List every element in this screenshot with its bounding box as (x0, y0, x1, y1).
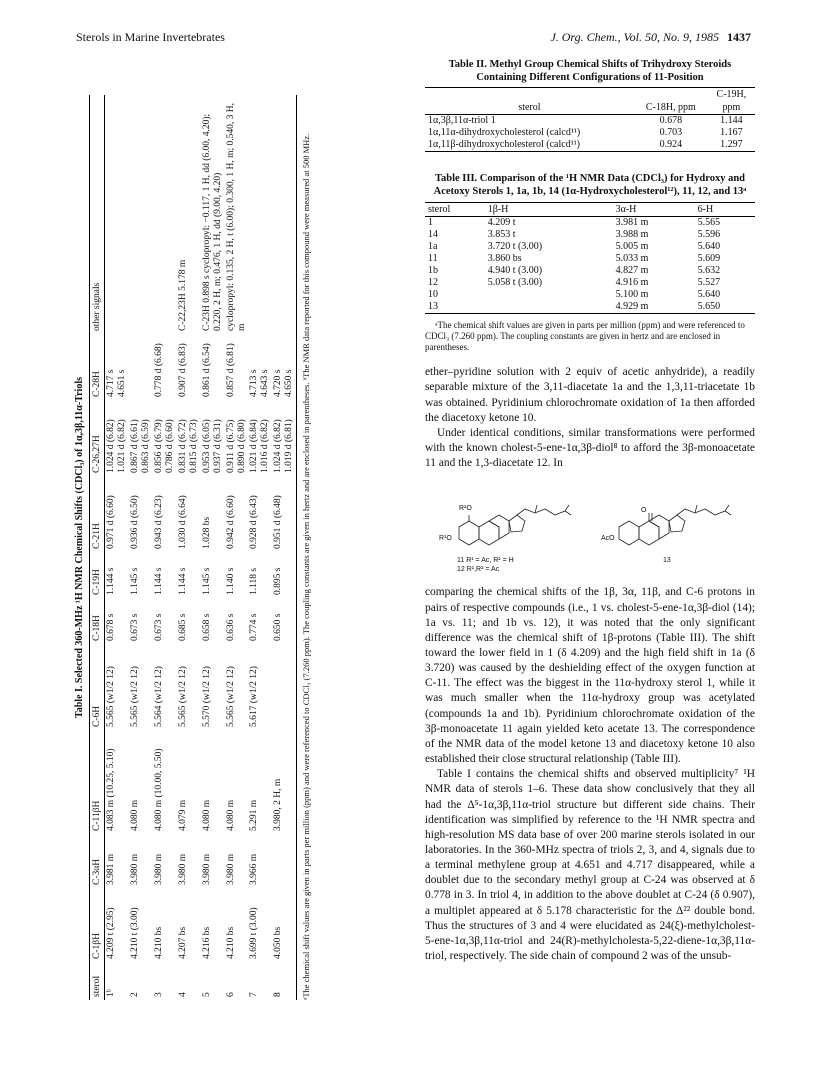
table1-cell-c3: 3.980 m (154, 853, 165, 885)
right-column (425, 58, 755, 964)
table1-cell-c6: 5.565 (w1/2 12) (106, 666, 117, 727)
chemical-structures (425, 485, 755, 577)
table1-cell-sterol: 7 (249, 992, 260, 997)
table1-col-header: C-28H (89, 334, 105, 400)
table1-cell-sterol: 1ᵇ (106, 989, 117, 997)
table1-col-header: C-21H (89, 476, 105, 552)
table2-cell-c19: 1.297 (708, 139, 755, 152)
table3-cell-sterol: 11 (428, 252, 438, 264)
table1-cell-other: C-23H 0.898 s cyclopropyl: −0.117, 1 H, dd (6.00, 4.20); 0.220, 2 H, m; 0.476, 1 H, dd (9.00, 4.20) (201, 113, 223, 331)
table1-cell-c28 (248, 334, 272, 400)
paragraph: Under identical conditions, similar transformations were performed with the known cholest-5-ene-1α,3β-diol⁸ to afford the 3β-monoacetate 11 and the 1,3-diacetate 12. In (425, 426, 755, 470)
table3-cell-h6: 5.609 (697, 252, 721, 264)
table3-cell-h1: 3.720 t (3.00) (487, 240, 543, 252)
table1-cell-c19: 1.145 s (130, 567, 141, 595)
table1 (89, 95, 298, 1000)
table3-row (425, 265, 755, 277)
table1-row (225, 95, 249, 1000)
structure-label-ketone-o: O (641, 507, 647, 515)
table2-cell-c19: 1.144 (720, 115, 743, 127)
table1-cell-c11: 4.080 m (225, 799, 236, 831)
table3-cell-h6: 5.527 (697, 276, 721, 288)
table1-cell-other (105, 95, 129, 334)
table1-cell-other (248, 95, 272, 334)
table1-cell-c2627 (177, 400, 201, 476)
table3-cell-h3: 4.916 m (615, 276, 649, 288)
table2-row (425, 139, 755, 152)
table1-cell-sterol: 5 (201, 992, 212, 997)
table3-col-header: 1β-H (485, 202, 613, 216)
table2-cell-sterol: 1α,11α-dihydroxycholesterol (calcd¹¹) (428, 127, 581, 139)
running-header: Sterols in Marine Invertebrates (76, 30, 225, 44)
table3-cell-h6: 5.596 (697, 228, 721, 240)
table1-cell-line: 0.937 d (6.31) (212, 419, 223, 473)
table1-body (105, 95, 297, 1000)
table1-cell-c19: 0.895 s (272, 552, 296, 598)
table1-cell-c19: 1.144 s (106, 567, 117, 595)
table1-cell-c11: 4.083 m (10.25, 5.10) (106, 748, 117, 831)
table3-cell-h1: 3.860 bs (487, 252, 522, 264)
table3-cell-h6: 5.632 (697, 264, 721, 276)
table3-body (425, 216, 755, 313)
table2-col-c18: C-18H, ppm (634, 101, 708, 115)
table1-cell-line: 0.907 d (6.83) (177, 343, 188, 397)
table3-cell-h6: 5.650 (695, 301, 755, 314)
table1-cell-sterol: 2 (130, 992, 141, 997)
table1-cell-c21: 0.936 d (6.50) (130, 495, 141, 549)
table1-cell-c6 (272, 644, 296, 730)
table1-cell-c28 (272, 334, 296, 400)
table1-cell-c6: 5.570 (w1/2 12) (201, 666, 212, 727)
table1-cell-c18: 0.673 s (154, 613, 165, 641)
table1-cell-c21: 0.971 d (6.60) (106, 495, 117, 549)
body-text-upper (425, 365, 755, 471)
table3-cell-h6: 5.640 (697, 288, 721, 300)
table1-col-header: C-18H (89, 598, 105, 644)
table3-cell-sterol: 10 (428, 288, 438, 300)
table3-footnote: ᵃThe chemical shift values are given in parts per million (ppm) and were referenced to CDCl₃ (7.260 ppm). The coupling constants are given in hertz and are enclosed in parentheses. (425, 319, 745, 352)
paragraph: Table I contains the chemical shifts and observed multiplicity⁷ ¹H NMR data of sterols 1–6. These data show conclusively that they all had the Δ⁵-1α,3β,11α-triol structure but different side chains. Their identification was simplified by reference to the ¹H NMR spectra and high-resolution MS data base of over 200 marine sterols isolated in our laboratories. In the 360-MHz spectra of triols 2, 3, and 4, signals due to a terminal methylene group at 4.651 and 4.717 disappeared, while a doublet due to the secondary methyl group at C-24 was observed at δ 0.778 in 3. In triol 4, in addition to the above doublet at C-24 (δ 0.907), a multiplet appeared at δ 5.178 characteristic for the Δ²² double bond. Thus the structures of 3 and 4 were elucidated as 24(ξ)-methylcholest-5-ene-1α,3β,11α-triol and 24(R)-methylcholesta-5,22-diene-1α,3β,11α-triol, respectively. The side chain of compound 2 was of the unsub- (425, 768, 755, 963)
table1-cell-c28 (105, 334, 129, 400)
table3-col-header: 3α-H (613, 202, 695, 216)
table1-cell-line: 4.651 s (117, 369, 128, 397)
table1-cell-c2627 (272, 400, 296, 476)
table1-row (201, 95, 225, 1000)
paragraph: ether–pyridine solution with 2 equiv of acetic anhydride), a readily separable mixture of the 3,11-diacetate 1a and the 1,3,11-triacetate 1b was obtained. Pyridinium chlorochromate oxidation of 1a then afforded the diacetoxy ketone 10. (425, 366, 755, 424)
table1-cell-sterol: 4 (177, 992, 188, 997)
table3-cell-sterol: 13 (425, 301, 485, 314)
table1-cell-c3: 3.980 m (225, 853, 236, 885)
table3-cell-h1: 4.940 t (3.00) (487, 264, 543, 276)
table1-cell-c2627 (248, 400, 272, 476)
table1-cell-c3 (272, 834, 296, 888)
table1-cell-line: 4.643 s (260, 369, 271, 397)
page-number: 1437 (727, 30, 751, 44)
table2-col-c19-bottom: ppm (708, 101, 755, 115)
table3-cell-h3: 4.827 m (615, 264, 649, 276)
table3-row (425, 301, 755, 314)
table3-cell-h6: 5.565 (697, 216, 721, 228)
table1-cell-c11: 4.080 m (130, 799, 141, 831)
table1-cell-c6: 5.565 (w1/2 12) (225, 666, 236, 727)
table1-cell-c6: 5.565 (w1/2 12) (177, 666, 188, 727)
table1-cell-c2627 (153, 400, 177, 476)
table1-cell-line: 0.786 d (6.60) (165, 419, 176, 473)
table1-cell-c6: 5.617 (w1/2 12) (249, 666, 260, 727)
table2-cell-c18: 0.678 (659, 115, 683, 127)
table1-cell-c1: 4.210 bs (225, 926, 236, 959)
table1-cell-c11: 4.080 m (10.00, 5.50) (154, 748, 165, 831)
table1-cell-line: 0.831 d (6.72) (177, 419, 188, 473)
table1-cell-line: 4.650 s (284, 369, 295, 397)
table1-cell-c28 (153, 334, 177, 400)
table1-cell-c19: 1.145 s (201, 567, 212, 595)
table1-row (272, 95, 296, 1000)
table1-row (248, 95, 272, 1000)
table1-cell-c6: 5.564 (w1/2 12) (154, 666, 165, 727)
table1-cell-c2627 (105, 400, 129, 476)
table3-cell-h1 (485, 301, 613, 314)
table3-cell-sterol: 1b (428, 264, 438, 276)
table1-col-header: other signals (89, 95, 105, 334)
table1-cell-line: 1.024 d (6.82) (106, 419, 117, 473)
table1-cell-c3: 3.980 m (130, 853, 141, 885)
table1-cell-line: 1.021 d (6.84) (249, 419, 260, 473)
table1-cell-line: 1.019 d (6.81) (284, 419, 295, 473)
table2 (425, 87, 755, 152)
table1-cell-c1: 4.210 t (3.00) (130, 907, 141, 959)
table1-cell-c2627 (225, 400, 249, 476)
table1-cell-c3: 3.981 m (106, 853, 117, 885)
table3-col-header: sterol (425, 202, 485, 216)
table1-cell-c11: 3.980, 2 H, m (272, 730, 296, 834)
structure-label-r1o: R¹O (439, 535, 452, 543)
table3-col-header: 6-H (695, 202, 755, 216)
table1-col-header: C-3αH (89, 834, 105, 888)
table1-cell-line: 0.861 d (6.54) (201, 343, 212, 397)
table1-cell-sterol: 3 (154, 992, 165, 997)
table2-cell-sterol: 1α,11β-dihydroxycholesterol (calcd¹¹) (425, 139, 634, 152)
table1-cell-c18: 0.678 s (106, 613, 117, 641)
table1-cell-sterol: 8 (272, 962, 296, 1000)
table1-cell-c11: 4.079 m (177, 799, 188, 831)
table1-cell-other (153, 95, 177, 334)
steroid-structure-drawings (445, 485, 745, 555)
table1-cell-other (272, 95, 296, 334)
table1-cell-c19: 1.144 s (154, 567, 165, 595)
table3-cell-h3: 5.005 m (615, 240, 649, 252)
table2-col-c19-top: C-19H, (708, 88, 755, 102)
table3-cell-h1 (485, 289, 613, 301)
table3-caption: Table III. Comparison of the ¹H NMR Data (CDCl₃) for Hydroxy and Acetoxy Sterols 1, 1a, 1b, 14 (1α-Hydroxycholesterol¹²), 11, 12, and 13ᵃ (433, 173, 747, 198)
table1-cell-c19: 1.140 s (225, 567, 236, 595)
table1-cell-line: 0.911 d (6.75) (225, 419, 236, 473)
table1-cell-line: 0.863 d (6.59) (141, 419, 152, 473)
table1-col-header: C-11βH (89, 730, 105, 834)
table3-cell-sterol: 12 (428, 276, 438, 288)
table1-cell-line: 4.713 s (249, 369, 260, 397)
table1-row (153, 95, 177, 1000)
table2-row (425, 115, 755, 128)
table1-row (177, 95, 201, 1000)
table1-cell-line: 0.890 d (6.80) (236, 419, 247, 473)
table1-cell-sterol: 6 (225, 992, 236, 997)
table1-cell-c1: 4.216 bs (201, 926, 212, 959)
table1-cell-c2627 (129, 400, 153, 476)
table1-cell-c18: 0.673 s (130, 613, 141, 641)
table1-cell-c18: 0.774 s (249, 613, 260, 641)
table2-header-row1 (425, 88, 755, 102)
table1-row (129, 95, 153, 1000)
table3-row (425, 229, 755, 241)
table1-col-header: C-1βH (89, 888, 105, 962)
table1-cell-c28 (225, 334, 249, 400)
table1-cell-c28 (201, 334, 225, 400)
table1-cell-line: 0.857 d (6.81) (225, 343, 236, 397)
table1-header-row (89, 95, 105, 1000)
table2-cell-c18: 0.703 (659, 127, 683, 139)
table2-caption: Table II. Methyl Group Chemical Shifts of Trihydroxy Steroids Containing Different Configurations of 11-Position (448, 59, 732, 84)
table1-cell-c19: 1.118 s (249, 567, 260, 595)
table1-cell-c3: 3.980 m (201, 853, 212, 885)
table1-cell-line: 4.717 s (106, 369, 117, 397)
table1-cell-c21: 0.942 d (6.60) (225, 495, 236, 549)
table1-cell-c18: 0.636 s (225, 613, 236, 641)
table1-cell-c18: 0.658 s (201, 613, 212, 641)
table1-caption: Table I. Selected 360-MHz ¹H NMR Chemical Shifts (CDCl₃) of 1α,3β,11α-Triols (74, 377, 85, 719)
table1-cell-line: 1.024 d (6.82) (273, 419, 284, 473)
table1-footnote: ᵃThe chemical shift values are given in parts per million (ppm) and were referenced to CDCl₃ (7.260 ppm). The coupling constants are given in hertz and are enclosed in parentheses. ᵇThe NMR data reported for this compound were measured at 500 MHz. (301, 133, 312, 1000)
table1-col-header: sterol (89, 962, 105, 1000)
table1-cell-c3: 3.980 m (177, 853, 188, 885)
table3 (425, 202, 755, 314)
table3-cell-h1: 5.058 t (3.00) (487, 276, 543, 288)
table1-row (105, 95, 129, 1000)
table1-cell-c21: 0.951 d (6.48) (272, 476, 296, 552)
table1-col-header: C-26,27H (89, 400, 105, 476)
table3-cell-h3: 5.100 m (615, 288, 649, 300)
table1-cell-c11: 5.291 m (249, 799, 260, 831)
journal-name: J. Org. Chem., Vol. 50, No. 9, 1985 (550, 30, 719, 44)
table1-cell-c2627 (201, 400, 225, 476)
table1-cell-line: 1.021 d (6.82) (117, 419, 128, 473)
table1-cell-c1: 4.207 bs (177, 926, 188, 959)
table3-row (425, 289, 755, 301)
table1-cell-line: 0.778 d (6.68) (154, 343, 165, 397)
table2-row (425, 127, 755, 139)
table1-cell-line: 0.953 d (6.05) (201, 419, 212, 473)
paragraph: comparing the chemical shifts of the 1β, 3α, 11β, and C-6 protons in pairs of respective compounds (i.e., 1 vs. cholest-5-ene-1α,3β-diol (14); 1a vs. 11; and 1b vs. 12), it was noted that the only significant difference was the chemical shift of 1β-protons (Table III). The shift toward the lower field in 1 (δ 4.209) and the high field shift in 1a (δ 3.720) was caused by the deshielding effect of the oxygen function at C-11. The effect was the biggest in the 11α-hydroxy sterol 1, while it was much smaller when the 11α-hydroxy group was acetylated (compounds 1a and 1b). Pyridinium chlorochromate oxidation of the 3β-monoacetate 11 again yielded keto acetate 13. The correspondence of the NMR data of the model ketone 13 and diacetoxy ketone 10 also established their close structural relationship (Table III). (425, 586, 755, 766)
table1-cell-line: 0.867 d (6.61) (130, 419, 141, 473)
table1-cell-c21: 1.028 bs (201, 516, 212, 549)
table1-cell-line: 0.815 d (6.73) (188, 419, 199, 473)
table1-cell-c11: 4.080 m (201, 799, 212, 831)
body-text-lower (425, 585, 755, 964)
table3-cell-h3: 4.929 m (613, 301, 695, 314)
table3-cell-h1: 4.209 t (487, 216, 516, 228)
table3-row (425, 277, 755, 289)
table3-row (425, 216, 755, 229)
table1-cell-c21: 0.943 d (6.23) (154, 495, 165, 549)
table3-cell-h6: 5.640 (697, 240, 721, 252)
table1-col-header: C-6H (89, 644, 105, 730)
table3-row (425, 253, 755, 265)
structure-caption-13: 13 (663, 557, 671, 565)
table3-cell-sterol: 14 (428, 228, 438, 240)
table1-cell-c3: 3.966 m (249, 853, 260, 885)
table1-cell-c6: 5.565 (w1/2 12) (130, 666, 141, 727)
table1-cell-other: C-22,23H 5.178 m (177, 259, 188, 331)
table1-cell-line: 4.720 s (273, 369, 284, 397)
table1-cell-other: cyclopropyl: 0.135, 2 H, t (6.00); 0.300, 1 H, m; 0.540, 3 H, m (225, 103, 247, 331)
table1-cell-c1: 4.210 bs (154, 926, 165, 959)
table1-cell-other (129, 95, 153, 334)
table3-cell-h3: 3.981 m (615, 216, 649, 228)
table3-header-row (425, 202, 755, 216)
table2-col-sterol: sterol (425, 101, 634, 115)
table3-cell-h1: 3.853 t (487, 228, 516, 240)
table1-cell-c18: 0.650 s (272, 598, 296, 644)
table1-cell-c18: 0.685 s (177, 613, 188, 641)
structure-label-r2o: R²O (459, 505, 472, 513)
table1-cell-c28 (177, 334, 201, 400)
structure-caption-12: 12 R¹,R² = Ac (457, 566, 500, 574)
table1-cell-c1: 4.209 t (2.95) (106, 907, 117, 959)
table1-col-header: C-19H (89, 552, 105, 598)
structure-label-aco: AcO (601, 535, 615, 543)
journal-citation (550, 30, 751, 45)
table1-cell-c19: 1.144 s (177, 567, 188, 595)
table3-cell-h3: 3.988 m (615, 228, 649, 240)
table1-cell-c21: 0.928 d (6.43) (249, 495, 260, 549)
table3-row (425, 241, 755, 253)
table3-cell-sterol: 1a (428, 240, 438, 252)
table3-cell-h3: 5.033 m (615, 252, 649, 264)
table1-rotated (72, 95, 408, 1000)
table1-cell-c21: 1.030 d (6.64) (177, 495, 188, 549)
table2-header-row2 (425, 101, 755, 115)
table1-cell-line: 1.016 d (6.82) (260, 419, 271, 473)
table1-cell-line: 0.856 d (6.79) (154, 419, 165, 473)
table1-cell-c1: 3.699 t (3.00) (249, 907, 260, 959)
table2-cell-sterol: 1α,3β,11α-triol 1 (428, 115, 496, 127)
table2-cell-c18: 0.924 (634, 139, 708, 152)
table1-cell-c28 (129, 334, 153, 400)
table1-cell-c1: 4.050 bs (272, 888, 296, 962)
table1-region (72, 95, 408, 1000)
table2-body (425, 115, 755, 152)
table2-cell-c19: 1.167 (720, 127, 743, 139)
structure-caption-11: 11 R¹ = Ac, R² = H (457, 557, 514, 565)
table3-cell-sterol: 1 (428, 216, 433, 228)
